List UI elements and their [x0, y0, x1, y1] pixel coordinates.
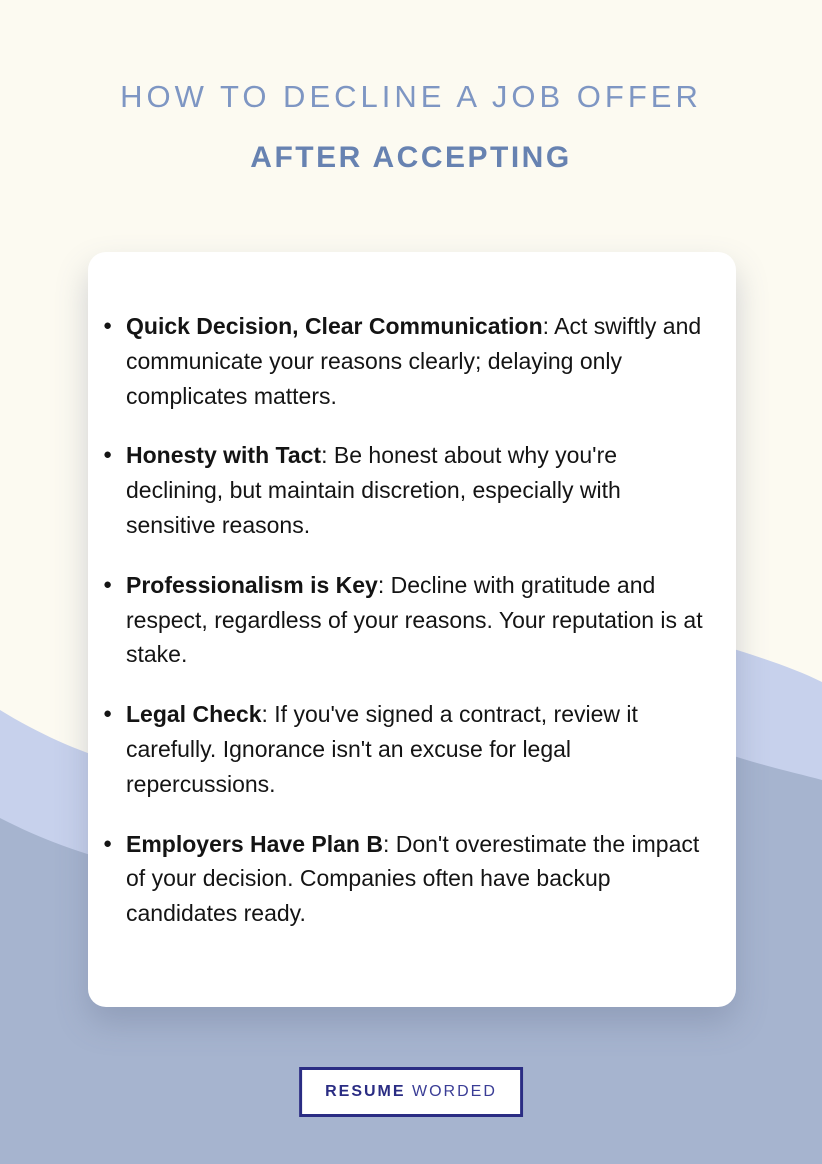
brand-badge: [299, 1067, 523, 1117]
item-separator: :: [542, 313, 555, 339]
tips-card: [88, 252, 736, 1007]
brand-name-bold: RESUME: [325, 1083, 406, 1100]
item-label: Professionalism is Key: [126, 571, 378, 598]
item-text: Don't overestimate the impact of your decision. Companies often have backup candidates ready.: [126, 830, 700, 927]
list-item: [126, 309, 714, 413]
item-separator: :: [261, 701, 275, 728]
item-label: Legal Check: [126, 701, 262, 728]
item-text: Decline with gratitude and respect, regardless of your reasons. Your reputation is at stake.: [126, 571, 703, 668]
item-separator: :: [382, 830, 396, 857]
page-subtitle: AFTER ACCEPTING: [250, 141, 572, 174]
list-item: [126, 697, 714, 801]
list-item: [126, 568, 714, 672]
item-text: Be honest about why you're declining, but maintain discretion, especially with sensitive reasons.: [126, 442, 621, 538]
item-label: Employers Have Plan B: [126, 830, 383, 857]
item-label: Quick Decision, Clear Communication: [126, 313, 543, 339]
item-text: If you've signed a contract, review it carefully. Ignorance isn't an excuse for legal repercussions.: [126, 701, 638, 797]
page-title: HOW TO DECLINE A JOB OFFER: [120, 79, 702, 114]
brand-name-regular: WORDED: [412, 1083, 497, 1100]
list-item: [126, 827, 714, 931]
tips-list: [88, 252, 736, 931]
item-text: Act swiftly and communicate your reasons clearly; delaying only complicates matters.: [126, 313, 702, 409]
item-label: Honesty with Tact: [126, 442, 322, 469]
item-separator: :: [377, 571, 391, 598]
item-separator: :: [321, 442, 334, 469]
list-item: [126, 438, 714, 542]
